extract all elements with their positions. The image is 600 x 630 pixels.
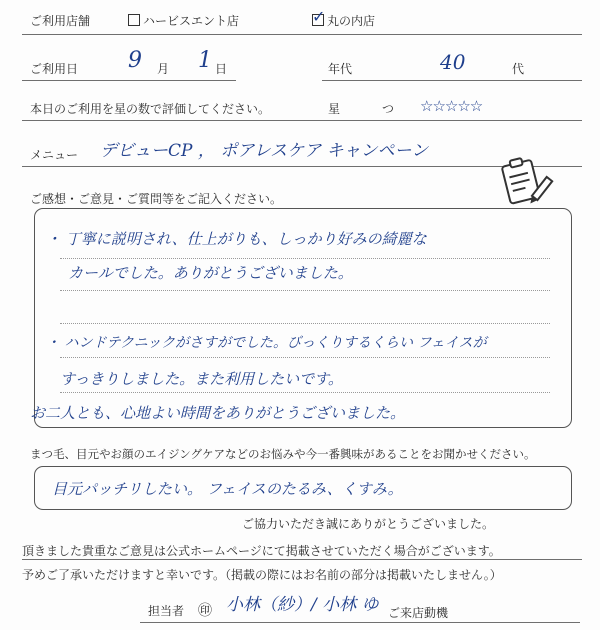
divider	[322, 80, 582, 81]
divider	[140, 622, 380, 623]
marunouchi-checkbox[interactable]	[312, 14, 324, 26]
staff-label: 担当者	[148, 604, 185, 618]
seal-mark: ㊞	[198, 603, 212, 619]
writing-line	[60, 323, 550, 324]
visit-month: 9	[128, 48, 142, 73]
rating-unit: つ	[382, 102, 395, 116]
staff-name: 小林（紗）/ 小林 ゆ	[226, 595, 379, 615]
concerns-answer: 目元パッチリしたい。 フェイスのたるみ、くすみ。	[52, 480, 403, 498]
divider	[22, 34, 582, 35]
visit-motive-label: ご来店動機	[388, 606, 449, 620]
comment-line-2: カールでした。ありがとうございました。	[68, 264, 353, 282]
writing-line	[60, 258, 550, 259]
divider	[22, 80, 236, 81]
concerns-prompt: まつ毛、目元やお顔のエイジングケアなどのお悩みや今一番興味があることをお聞かせください。	[30, 447, 536, 461]
store-option-harbis[interactable]	[128, 12, 239, 29]
store-option-label: 丸の内店	[327, 14, 376, 28]
notice-line-2: 予めご了承いただけますと幸いです。（掲載の際にはお名前の部分は掲載いたしません。）	[22, 568, 502, 582]
menu-value: デビューCP ， ポアレスケア キャンペーン	[100, 141, 429, 161]
thanks-message: ご協力いただき誠にありがとうございました。	[242, 517, 495, 531]
visit-day: 1	[198, 48, 212, 73]
divider	[22, 559, 582, 560]
month-unit: 月	[157, 62, 170, 76]
harbis-checkbox[interactable]	[128, 14, 140, 26]
comment-line-3: ・ ハンドテクニックがさすがでした。びっくりするくらい フェイスが	[46, 335, 487, 351]
visit-date-label: ご利用日	[30, 62, 79, 76]
divider	[380, 622, 580, 623]
writing-line	[60, 357, 550, 358]
notice-line-1: 頂きました貴重なご意見は公式ホームページにて掲載させていただく場合がございます。	[22, 544, 501, 558]
comment-line-5: お二人とも、心地よい時間をありがとうございました。	[30, 404, 406, 422]
menu-label: メニュー	[30, 148, 79, 162]
comments-prompt: ご感想・ご意見・ご質問等をご記入ください。	[30, 192, 283, 206]
writing-line	[60, 290, 550, 291]
age-value: 40	[440, 50, 466, 74]
store-option-label: ハービスエント店	[143, 14, 240, 28]
age-unit: 代	[512, 62, 525, 76]
rating-label: 星	[328, 102, 341, 116]
age-label: 年代	[328, 62, 353, 76]
star-rating: ☆☆☆☆☆	[420, 97, 483, 115]
comment-line-4: すっきりしました。また利用したいです。	[60, 370, 343, 388]
writing-line	[60, 392, 550, 393]
store-option-marunouchi[interactable]	[312, 12, 375, 29]
clipboard-icon	[494, 152, 554, 212]
day-unit: 日	[215, 62, 228, 76]
comment-line-1: ・ 丁寧に説明され、仕上がりも、しっかり好みの綺麗な	[46, 230, 427, 248]
store-label: ご利用店舗	[30, 14, 91, 28]
divider	[22, 120, 582, 121]
rating-prompt: 本日のご利用を星の数で評価してください。	[30, 102, 271, 116]
